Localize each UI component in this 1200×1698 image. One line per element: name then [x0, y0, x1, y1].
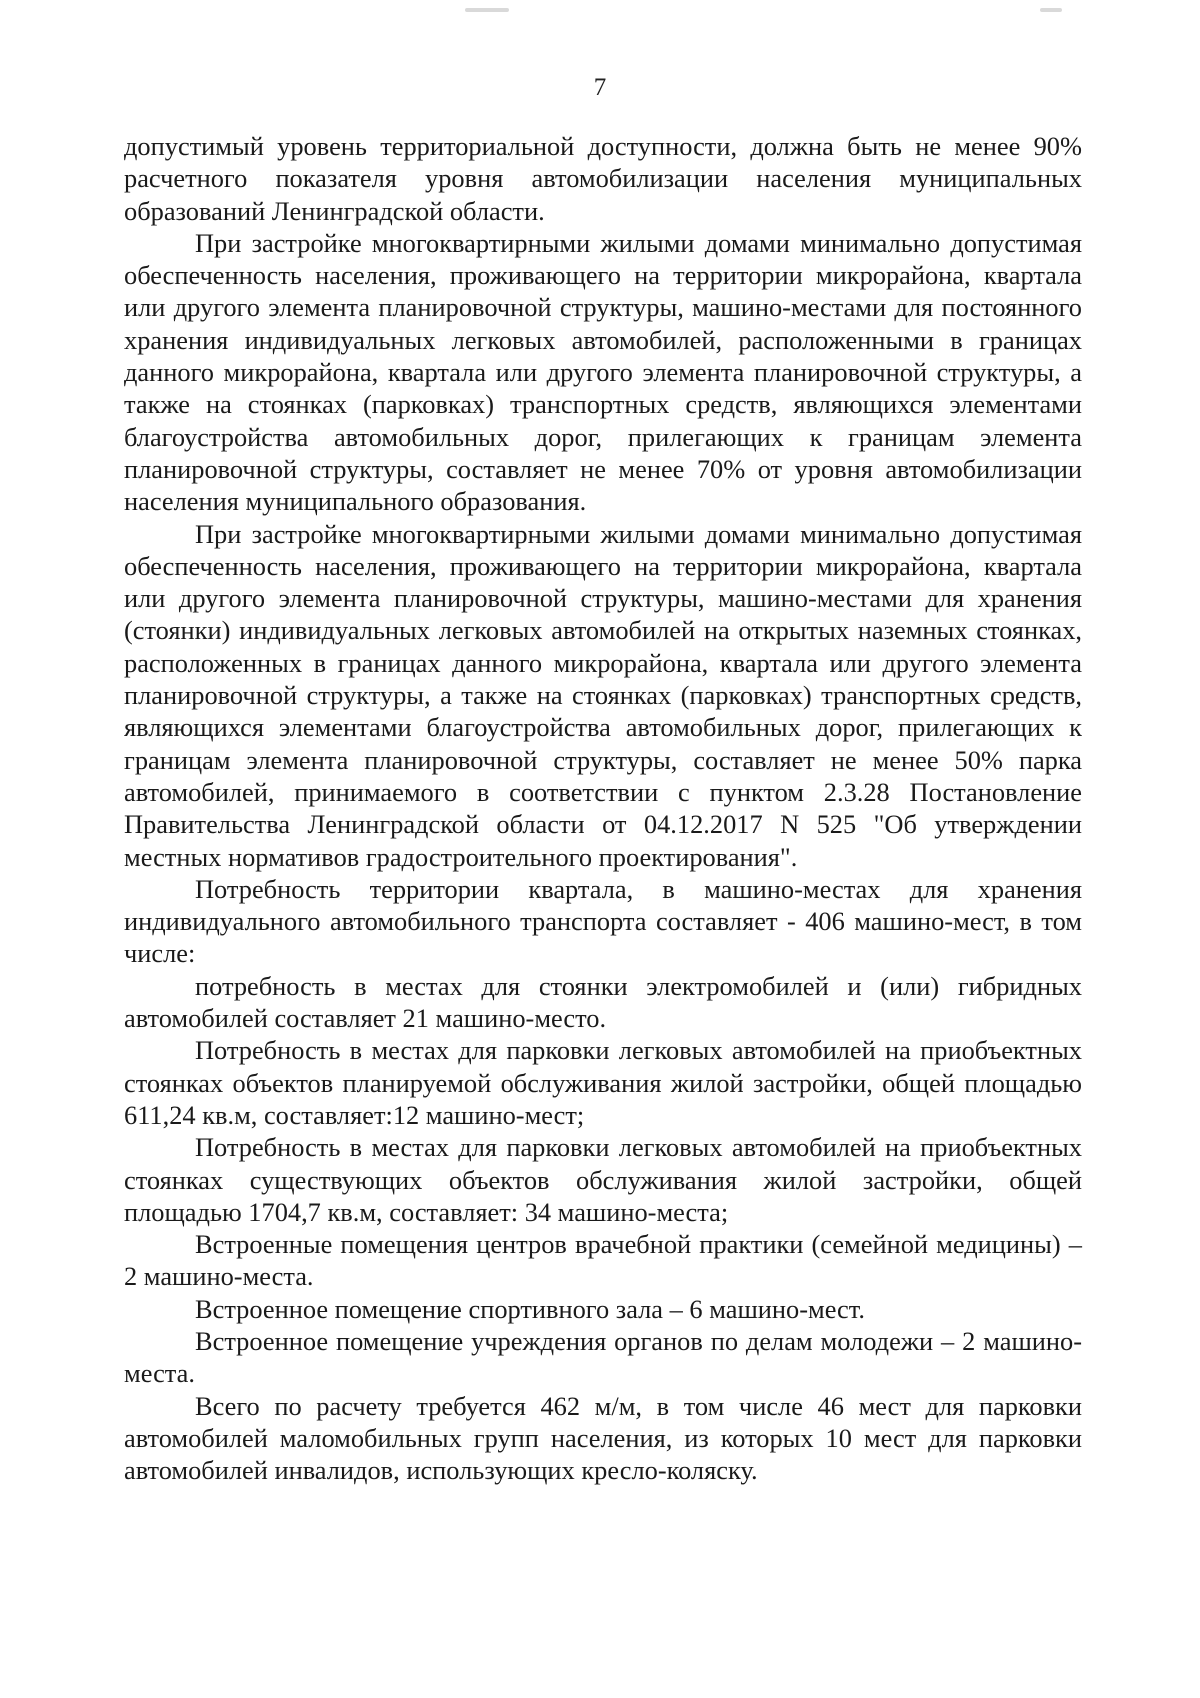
paragraph: Встроенные помещения центров врачебной практики (семейной медицины) – 2 машино-места.	[124, 1229, 1082, 1292]
paragraph: Встроенное помещение спортивного зала – 6 машино-мест.	[195, 1293, 865, 1324]
document-body	[124, 130, 1082, 1486]
paragraph: Потребность территории квартала, в машино-местах для хранения индивидуального автомобильного транспорта составляет - 406 машино-мест, в том числе:	[124, 873, 1082, 969]
paragraph: Встроенное помещение учреждения органов по делам молодежи – 2 машино-места.	[124, 1325, 1082, 1389]
page-number: 7	[593, 74, 607, 101]
paragraph: Потребность в местах для парковки легковых автомобилей на приобъектных стоянках объектов планируемой обслуживания жилой застройки, общей площадью 611,24 кв.м, составляет:12 машино-мест;	[124, 1035, 1082, 1130]
paragraph: Всего по расчету требуется 462 м/м, в том числе 46 мест для парковки автомобилей маломобильных групп населения, из которых 10 мест для парковки автомобилей инвалидов, использующих кресло-коляску.	[124, 1390, 1082, 1486]
paragraph: потребность в местах для стоянки электромобилей и (или) гибридных автомобилей составляет 21 машино-место.	[124, 970, 1082, 1034]
paragraph: При застройке многоквартирными жилыми домами минимально допустимая обеспеченность населения, проживающего на территории микрорайона, квартала или другого элемента планировочной структуры, машино-местами для хранения (стоянки) индивидуальных легковых автомобилей на открытых наземных стоянках, расположенных в границах данного микрорайона, квартала или другого элемента планировочной структуры, а также на стоянках (парковках) транспортных средств, являющихся элементами благоустройства автомобильных дорог, прилегающих к границам элемента планировочной структуры, составляет не менее 50% парка автомобилей, принимаемого в соответствии с пунктом 2.3.28 Постановление Правительства Ленинградской области от 04.12.2017 N 525 "Об утверждении местных нормативов градостроительного проектирования".	[124, 518, 1082, 872]
scan-artifact	[1040, 8, 1062, 12]
paragraph: Потребность в местах для парковки легковых автомобилей на приобъектных стоянках существующих объектов обслуживания жилой застройки, общей площадью 1704,7 кв.м, составляет: 34 машино-места;	[124, 1132, 1082, 1227]
scan-artifact	[465, 8, 509, 12]
paragraph: допустимый уровень территориальной доступности, должна быть не менее 90% расчетного показателя уровня автомобилизации населения муниципальных образований Ленинградской области.	[124, 131, 1082, 226]
paragraph: При застройке многоквартирными жилыми домами минимально допустимая обеспеченность населения, проживающего на территории микрорайона, квартала или другого элемента планировочной структуры, машино-местами для постоянного хранения индивидуальных легковых автомобилей, расположенными в границах данного микрорайона, квартала или другого элемента планировочной структуры, а также на стоянках (парковках) транспортных средств, являющихся элементами благоустройства автомобильных дорог, прилегающих к границам элемента планировочной структуры, составляет не менее 70% от уровня автомобилизации населения муниципального образования.	[124, 227, 1082, 517]
